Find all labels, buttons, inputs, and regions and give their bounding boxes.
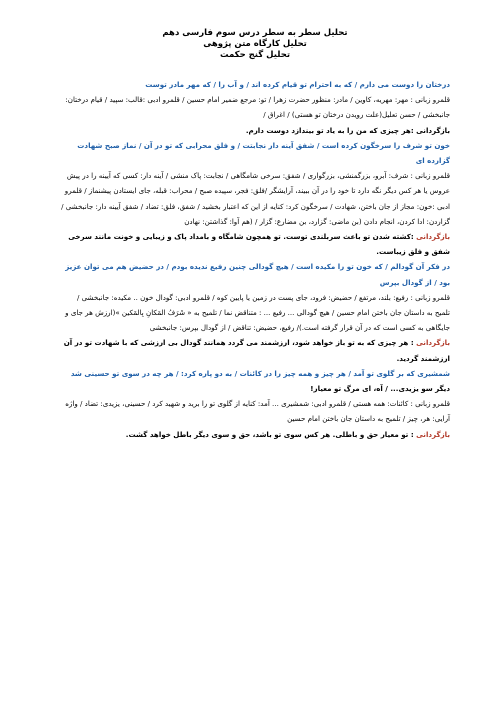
verse-4: شمشیری که بر گلوی تو آمد / هر چیز و همه چیز را در کائنات / به دو پاره کرد: / هر چه در سوی تو حسینی شد (70, 368, 450, 378)
summary-text: :هر چیزی که من را به یاد تو بیندازد دوست دارم. (245, 125, 417, 135)
title-line-2: تحلیل کارگاه متن پژوهی (203, 39, 307, 49)
title-line-3: تحلیل گنج حکمت (219, 50, 291, 60)
document-page (60, 28, 450, 442)
verse-4-analysis: قلمرو زبانی : کائنات: همه هستی / قلمرو ادبی: شمشیری ... آمد: کنایه از گلوی تو را برید و شهید کرد / حسینی، یزیدی: تضاد / واژه آرایی: هر، چیز / تلمیح به داستان جان باختن امام حسین (65, 399, 450, 424)
summary-text: : تو معیار حق و باطلی. هر کس سوی تو باشد، حق و سوی دیگر باطل خواهد گشت. (125, 429, 417, 439)
verse-1-analysis: قلمرو زبانی : مهر: مهریه، کاوین / مادر: منظور حضرت زهرا / تو: مرجع ضمیر امام حسین / قلمرو ادبی :قالب: سپید / قیام درختان: جانبخشی / حسن تعلیل(علت رویدن درختان تو هستی) / اغراق / (65, 95, 450, 120)
summary-label: بازگردانی (416, 429, 450, 439)
verse-3-analysis: قلمرو زبانی : رفیع: بلند، مرتفع / حضیض: فرود، جای پست در زمین یا پایین کوه / قلمرو ادبی: گودال خون .. مکیده: جانبخشی / تلمیح به داستان جان باختن امام حسین / هیچ گودالی ... رفیع ... : متناقض نما / تلمیح به « شَرَفُ المَکانِ بِالمَکین »(ارزش هر جای و جایگاهی به کسی است که در آن قرار گرفته است.)/ رفیع، حضیض: تناقض / از گودال بپرس: جانبخشی (65, 292, 450, 333)
summary-label: بازگردانی (416, 125, 450, 135)
title-line-1: تحلیل سطر به سطر درس سوم فارسی دهم (162, 28, 348, 38)
verse-1-summary (60, 123, 450, 138)
verse-2-analysis: قلمرو زبانی : شرف: آبرو، بزرگمنشی، بزرگواری / شفق: سرخی شامگاهی / نجابت: پاک منشی / آینه دار: کسی که آیینه را در پیش عروس یا هر کس دیگر نگه دارد تا خود را در آن ببیند، آرایشگر /فلق: فجر، سپیده صبح / محراب: قبله، جای ایستادن پیشنماز / قلمرو ادبی :خون: مجاز از جان باختن، شهادت / سرخگون کرد: کنایه از این که اعتبار بخشید / شفق، فلق: تضاد / شفق آیینه دار: جانبخشی / گزاردن: ادا کردن، انجام دادن (بن ماضی: گزارد، بن مضارع: گزار / (هم آوا: گذاشتن: نهادن (61, 171, 450, 226)
verse-4-summary (60, 427, 450, 442)
summary-text: :کشته شدن تو باعث سربلندی توست. تو همچون شامگاه و بامداد پاک و زیبایی و خونت مانند سرخی شفق و فلق زیباست. (68, 232, 450, 257)
verse-4-line-2: دیگر سو یزیدی... / آه، ای مرگ تو معیار! (310, 384, 450, 394)
verse-2-summary (60, 229, 450, 259)
summary-label: بازگردانی (416, 338, 450, 348)
verse-3: در فکر آن گودالم / که خون تو را مکیده است / هیچ گودالی چنین رفیع ندیده بودم / در حضیض هم می توان عزیز بود / از گودال بپرس (65, 262, 450, 287)
summary-label: بازگردانی (416, 232, 450, 242)
summary-text: : هر چیزی که به تو باز خواهد شود، ارزشمند می گردد همانند گودال بی ارزشی که با شهادت تو در آن ارزشمند گردید. (63, 338, 450, 363)
verse-3-summary (60, 335, 450, 365)
verse-2: خون تو شرف را سرخگون کرده است / شفق آینه دار نجابتت / و فلق محرابی که تو در آن / نماز صبح شهادت گزارده ای (77, 140, 450, 166)
verse-1: درختان را دوست می دارم / که به احترام تو قیام کرده اند / و آب را / که مهر مادر توست (145, 80, 450, 89)
